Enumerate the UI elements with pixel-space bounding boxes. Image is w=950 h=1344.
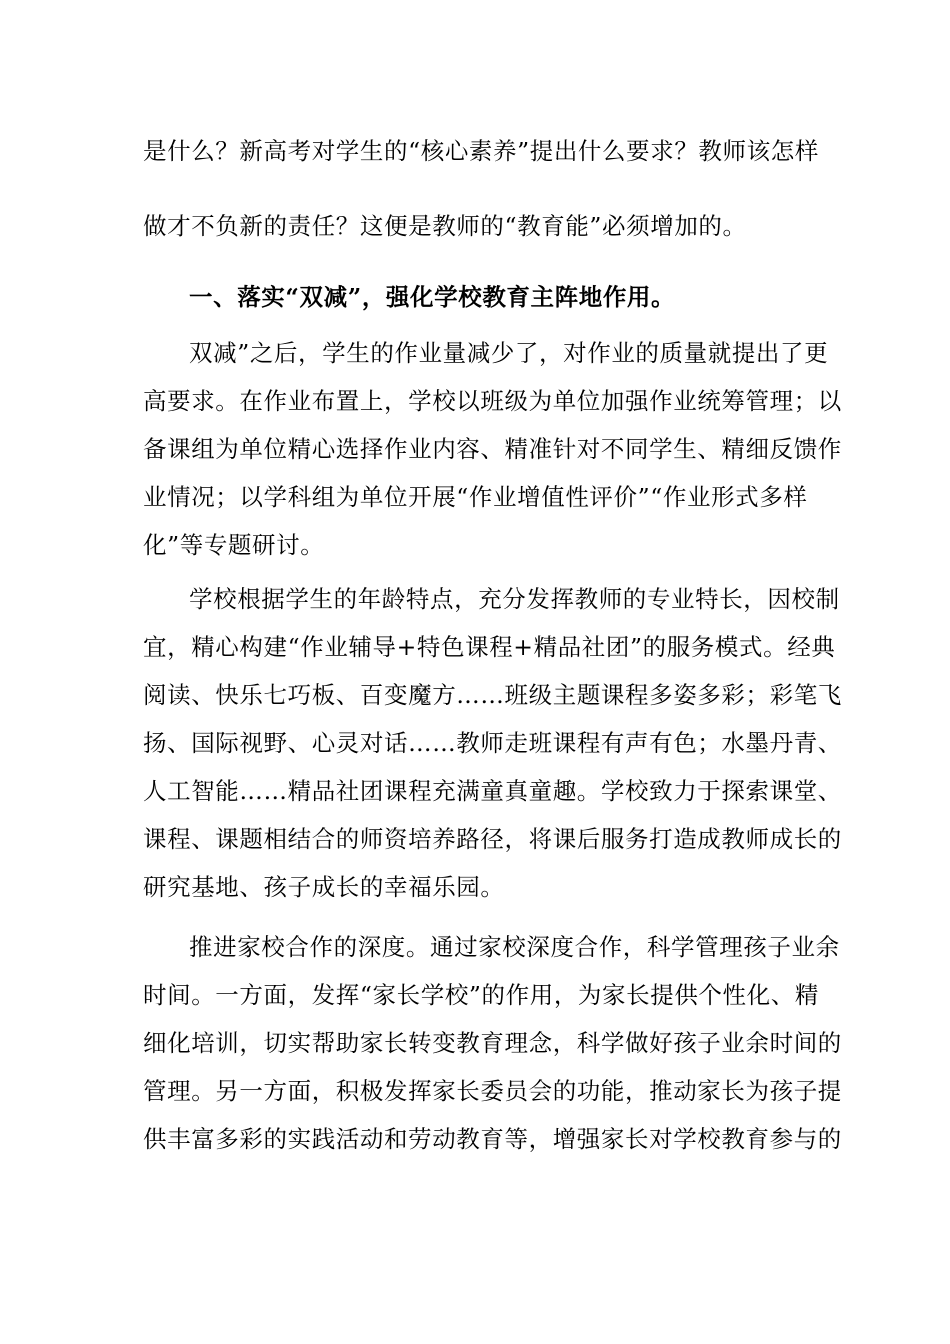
paragraph-line: 细化培训，切实帮助家长转变教育理念，科学做好孩子业余时间的 bbox=[143, 1029, 842, 1057]
intro-line: 做才不负新的责任？这便是教师的“教育能”必须增加的。 bbox=[143, 212, 747, 240]
paragraph-line: 扬、国际视野、心灵对话……教师走班课程有声有色；水墨丹青、 bbox=[143, 729, 842, 757]
paragraph-line: 双减”之后，学生的作业量减少了，对作业的质量就提出了更 bbox=[189, 339, 829, 367]
intro-line: 是什么？新高考对学生的“核心素养”提出什么要求？教师该怎样 bbox=[143, 137, 819, 165]
paragraph-line: 课程、课题相结合的师资培养路径，将课后服务打造成教师成长的 bbox=[143, 825, 842, 853]
paragraph-line: 阅读、快乐七巧板、百变魔方……班级主题课程多姿多彩；彩笔飞 bbox=[143, 681, 842, 709]
paragraph-line: 学校根据学生的年龄特点，充分发挥教师的专业特长，因校制 bbox=[189, 585, 840, 613]
paragraph-line: 人工智能……精品社团课程充满童真童趣。学校致力于探索课堂、 bbox=[143, 777, 842, 805]
paragraph-line: 备课组为单位精心选择作业内容、精准针对不同学生、精细反馈作 bbox=[143, 435, 842, 463]
paragraph-line: 时间。一方面，发挥“家长学校”的作用，为家长提供个性化、精 bbox=[143, 981, 819, 1009]
paragraph-line: 高要求。在作业布置上，学校以班级为单位加强作业统筹管理；以 bbox=[143, 387, 842, 415]
paragraph-line: 供丰富多彩的实践活动和劳动教育等，增强家长对学校教育参与的 bbox=[143, 1125, 842, 1153]
section-heading: 一、落实“双减”，强化学校教育主阵地作用。 bbox=[189, 283, 676, 311]
paragraph-line: 宜，精心构建“作业辅导+特色课程+精品社团”的服务模式。经典 bbox=[143, 633, 836, 661]
paragraph-line: 研究基地、孩子成长的幸福乐园。 bbox=[143, 873, 505, 901]
paragraph-line: 管理。另一方面，积极发挥家长委员会的功能，推动家长为孩子提 bbox=[143, 1077, 842, 1105]
paragraph-line: 业情况；以学科组为单位开展“作业增值性评价”“作业形式多样 bbox=[143, 483, 808, 511]
paragraph-line: 化”等专题研讨。 bbox=[143, 531, 325, 559]
paragraph-line: 推进家校合作的深度。通过家校深度合作，科学管理孩子业余 bbox=[189, 933, 840, 961]
